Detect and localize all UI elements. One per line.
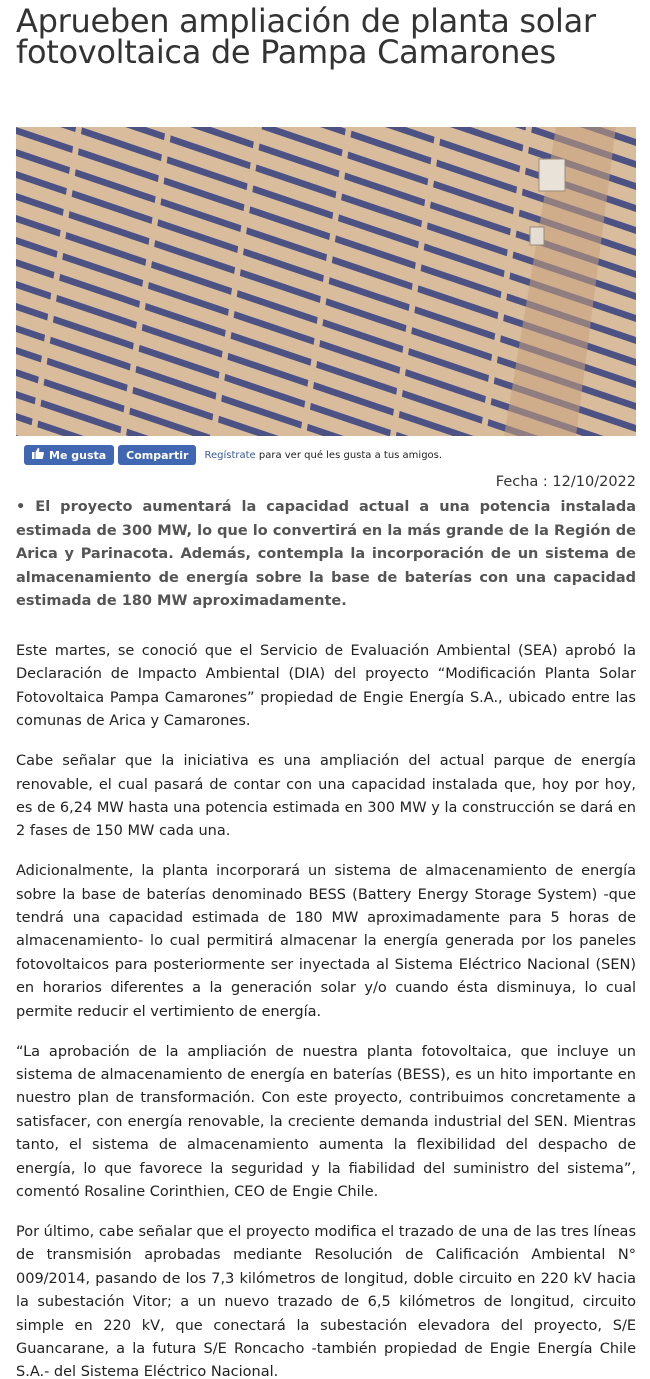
thumbs-up-icon	[32, 448, 44, 462]
like-label: Me gusta	[49, 448, 107, 462]
paragraph: Este martes, se conoció que el Servicio de Evaluación Ambiental (SEA) aprobó la Declaración de Impacto Ambiental (DIA) del proyecto “Modificación Planta Solar Fotovoltaica Pampa Camarones” propiedad de Engie Energía S.A., ubicado entre las comunas de Arica y Camarones.	[16, 643, 636, 730]
paragraph: Adicionalmente, la planta incorporará un sistema de almacenamiento de energía sobre la base de baterías denominado BESS (Battery Energy Storage System) -que tendrá una capacidad estimada de 180 MW aproximadamente para 5 horas de almacenamiento- lo cual permitirá almacenar la energía generada por los paneles fotovoltaicos para posteriormente ser inyectada al Sistema Eléctrico Nacional (SEN) en horarios diferentes a la generación solar y/o cuando ésta disminuya, lo cual permite reducir el vertimiento de energía.	[16, 863, 636, 1020]
register-link[interactable]: Regístrate	[204, 449, 256, 461]
share-button[interactable]: Compartir	[118, 445, 196, 465]
paragraph: Cabe señalar que la iniciativa es una ampliación del actual parque de energía renovable, el cual pasará de contar con una capacidad instalada que, hoy por hoy, es de 6,24 MW hasta una potencia estimada en 300 MW y la construcción se dará en 2 fases de 150 MW cada una.	[16, 753, 636, 840]
publish-date: Fecha : 12/10/2022	[495, 474, 636, 490]
article	[16, 0, 636, 1379]
solar-panels-illustration	[16, 127, 636, 436]
register-prompt	[204, 450, 442, 461]
paragraph: Por último, cabe señalar que el proyecto modifica el trazado de una de las tres líneas de transmisión aprobadas mediante Resolución de Calificación Ambiental N° 009/2014, pasando de los 7,3 kilómetros de longitud, doble circuito en 220 kV hacia la subestación Vitor; a un nuevo trazado de 6,5 kilómetros de longitud, circuito simple en 220 kV, que conectará la subestación elevadora del proyecto, S/E Guancarane, a la futura S/E Roncacho -también propiedad de Engie Energía Chile S.A.- del Sistema Eléctrico Nacional.	[16, 1223, 636, 1379]
article-lead: • El proyecto aumentará la capacidad actual a una potencia instalada estimada de 300 MW, lo que lo convertirá en la más grande de la Región de Arica y Parinacota. Además, contempla la incorporación de un sistema de almacenamiento de energía sobre la base de baterías con una capacidad estimada de 180 MW aproximadamente.	[16, 499, 636, 609]
article-title: Aprueben ampliación de planta solar fotovoltaica de Pampa Camarones	[16, 2, 596, 71]
paragraph: “La aprobación de la ampliación de nuestra planta fotovoltaica, que incluye un sistema de almacenamiento de energía en baterías (BESS), es un hito importante en nuestro plan de transformación. Con este proyecto, contribuimos concretamente a satisfacer, con energía renovable, la creciente demanda industrial del SEN. Mientras tanto, el sistema de almacenamiento aumenta la flexibilidad del despacho de energía, lo que favorece la seguridad y la fiabilidad del suministro del sistema”, comentó Rosaline Corinthien, CEO de Engie Chile.	[16, 1043, 636, 1201]
article-body	[16, 640, 636, 1379]
solar-plant-photo	[16, 127, 636, 436]
facebook-social-bar	[24, 445, 442, 465]
register-text: para ver qué les gusta a tus amigos.	[258, 449, 443, 461]
like-button[interactable]	[24, 445, 114, 465]
